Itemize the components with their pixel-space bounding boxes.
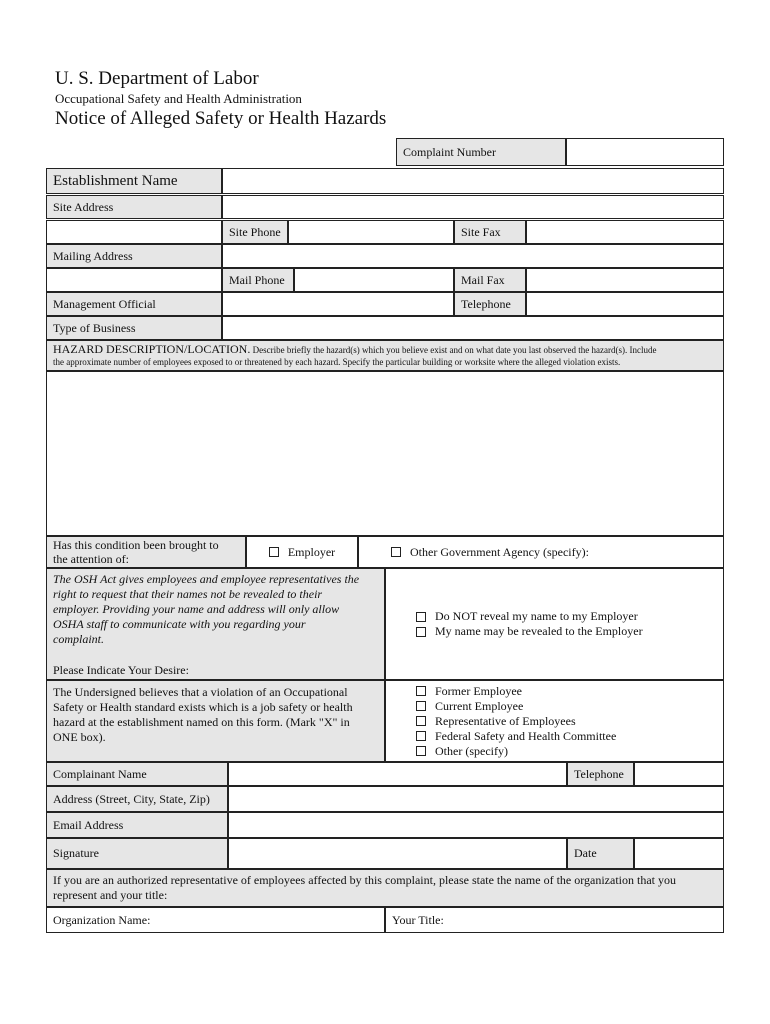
do-not-reveal-checkbox[interactable] — [416, 612, 426, 622]
representative-option[interactable]: Representative of Employees — [416, 714, 576, 729]
privacy-prompt: Please Indicate Your Desire: — [53, 663, 189, 677]
complainant-name-field[interactable] — [228, 762, 567, 786]
privacy-notice-text: The OSH Act gives employees and employee representatives the right to request that their names not be revealed to their employer. Providing your name and address will only allow OSHA staff to communicate with you regarding your complaint. — [53, 572, 360, 646]
current-employee-option[interactable]: Current Employee — [416, 699, 523, 714]
site-phone-label: Site Phone — [222, 220, 288, 244]
mail-fax-label: Mail Fax — [454, 268, 526, 292]
complainant-telephone-field[interactable] — [634, 762, 724, 786]
privacy-notice — [46, 568, 385, 680]
site-address-field[interactable] — [222, 195, 724, 219]
complaint-number-field[interactable] — [566, 138, 724, 166]
email-address-field[interactable] — [228, 812, 724, 838]
agency-title: U. S. Department of Labor — [55, 68, 259, 89]
complainant-address-label: Address (Street, City, State, Zip) — [46, 786, 228, 812]
former-employee-option[interactable]: Former Employee — [416, 684, 522, 699]
undersigned-statement: The Undersigned believes that a violation of an Occupational Safety or Health standard exists which is a job safety or health hazard at the establishment named on this form. (Mark "X" in ONE box). — [46, 680, 385, 762]
may-reveal-option[interactable]: My name may be revealed to the Employer — [416, 624, 643, 639]
hazard-description-header — [46, 340, 724, 371]
organization-name-label: Organization Name: — [53, 912, 151, 927]
condition-question: Has this condition been brought to the attention of: — [46, 536, 246, 568]
email-address-label: Email Address — [46, 812, 228, 838]
site-fax-field[interactable] — [526, 220, 724, 244]
may-reveal-checkbox[interactable] — [416, 627, 426, 637]
employer-option[interactable]: Employer — [246, 536, 358, 568]
mail-fax-field[interactable] — [526, 268, 724, 292]
mail-phone-field[interactable] — [294, 268, 454, 292]
type-of-business-field[interactable] — [222, 316, 724, 340]
federal-committee-checkbox[interactable] — [416, 731, 426, 741]
complainant-telephone-label: Telephone — [567, 762, 634, 786]
current-employee-checkbox[interactable] — [416, 701, 426, 711]
privacy-options — [385, 568, 724, 680]
your-title-label: Your Title: — [392, 912, 444, 927]
other-agency-checkbox[interactable] — [391, 547, 401, 557]
other-specify-option[interactable]: Other (specify) — [416, 744, 508, 759]
other-specify-checkbox[interactable] — [416, 746, 426, 756]
mailing-address-field[interactable] — [222, 244, 724, 268]
form-title: Notice of Alleged Safety or Health Hazards — [55, 108, 387, 129]
organization-name-field[interactable] — [46, 907, 385, 933]
other-agency-option[interactable]: Other Government Agency (specify): — [358, 536, 724, 568]
sub-agency-title: Occupational Safety and Health Administration — [55, 91, 302, 106]
your-title-field[interactable] — [385, 907, 724, 933]
site-fax-label: Site Fax — [454, 220, 526, 244]
site-address-label: Site Address — [46, 195, 222, 219]
date-field[interactable] — [634, 838, 724, 869]
representative-prompt: If you are an authorized representative of employees affected by this complaint, please state the name of the organization that you represent and your title: — [46, 869, 724, 907]
management-official-label: Management Official — [46, 292, 222, 316]
management-official-field[interactable] — [222, 292, 454, 316]
complaint-number-label: Complaint Number — [396, 138, 566, 166]
site-address-line2-field[interactable] — [46, 220, 222, 244]
signature-field[interactable] — [228, 838, 567, 869]
federal-committee-option[interactable]: Federal Safety and Health Committee — [416, 729, 616, 744]
do-not-reveal-option[interactable]: Do NOT reveal my name to my Employer — [416, 609, 638, 624]
hazard-instructions-2: the approximate number of employees exposed to or threatened by each hazard. Specify the particular building or worksite where the alleged violation exists. — [53, 357, 621, 367]
management-telephone-field[interactable] — [526, 292, 724, 316]
hazard-heading: HAZARD DESCRIPTION/LOCATION. — [53, 342, 251, 356]
complainant-name-label: Complainant Name — [46, 762, 228, 786]
signature-label: Signature — [46, 838, 228, 869]
employer-checkbox[interactable] — [269, 547, 279, 557]
establishment-name-label: Establishment Name — [46, 168, 222, 194]
site-phone-field[interactable] — [288, 220, 454, 244]
type-of-business-label: Type of Business — [46, 316, 222, 340]
complainant-type-options — [385, 680, 724, 762]
representative-checkbox[interactable] — [416, 716, 426, 726]
hazard-instructions-1: Describe briefly the hazard(s) which you believe exist and on what date you last observed the hazard(s). Include — [252, 345, 657, 355]
establishment-name-field[interactable] — [222, 168, 724, 194]
mail-phone-label: Mail Phone — [222, 268, 294, 292]
telephone-label: Telephone — [454, 292, 526, 316]
complainant-address-field[interactable] — [228, 786, 724, 812]
former-employee-checkbox[interactable] — [416, 686, 426, 696]
mailing-address-label: Mailing Address — [46, 244, 222, 268]
mailing-address-line2-field[interactable] — [46, 268, 222, 292]
hazard-description-field[interactable] — [46, 371, 724, 536]
date-label: Date — [567, 838, 634, 869]
